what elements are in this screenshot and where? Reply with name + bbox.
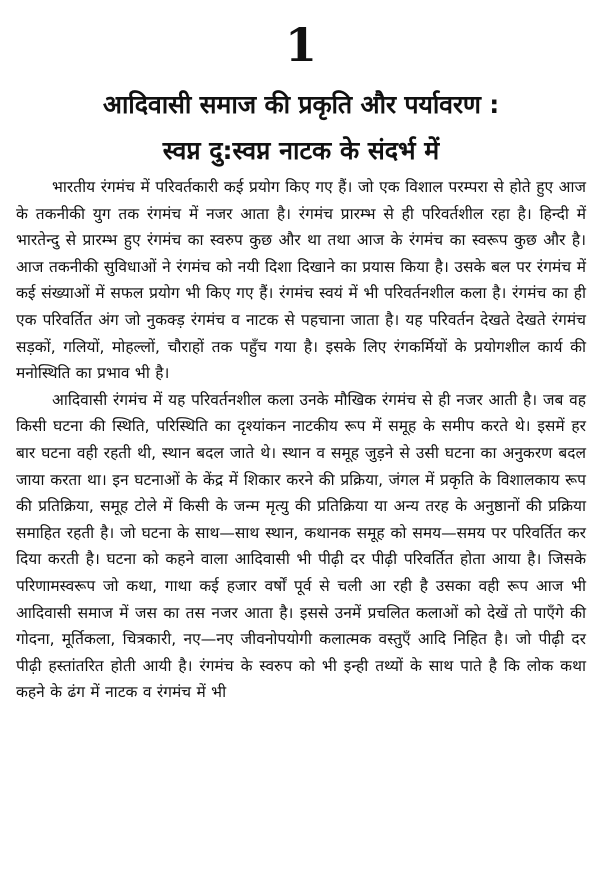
chapter-title: आदिवासी समाज की प्रकृति और पर्यावरण : [102, 90, 500, 119]
body-paragraph-1: भारतीय रंगमंच में परिवर्तकारी कई प्रयोग किए गए हैं। जो एक विशाल परम्परा से होते हुए आज के तकनीकी युग तक रंगमंच में नजर आता है। रंगमंच प्रारम्भ से ही परिवर्तशील रहा है। हिन्दी में भारतेन्दु से प्रारम्भ हुए रंगमंच का स्वरुप कुछ और था तथा आज के रंगमंच का स्वरूप कुछ और है। आज तकनीकी सुविधाओं ने रंगमंच को नयी दिशा दिखाने का प्रयास किया है। उसके बल पर रंगमंच में कई संख्याओं में सफल प्रयोग भी किए गए हैं। रंगमंच स्वयं में भी परिवर्तनशील कला है। रंगमंच का ही एक परिवर्तित अंग जो नुकक्ड़ रंगमंच व नाटक से पहचाना जाता है। यह परिवर्तन देखते देखते रंगमंच सड़कों, गलियों, मोहल्लों, चौराहों तक पहुँच गया है। इसके लिए रंगकर्मियों के प्रयोगशील कार्य की मनोस्थिति का प्रभाव भी है। [16, 178, 586, 383]
chapter-subtitle: स्वप्न दु:स्वप्न नाटक के संदर्भ में [162, 136, 440, 165]
body-paragraph-2: आदिवासी रंगमंच में यह परिवर्तनशील कला उनके मौखिक रंगमंच से ही नजर आती है। जब वह किसी घटना की स्थिति, परिस्थिति का दृश्यांकन नाटकीय रूप में समूह के समीप करते थे। इसमें हर बार घटना वही रहती थी, स्थान बदल जाते थे। स्थान व समूह जुड़ने से उसी घटना का अनुकरण बदल जाया करता था। इन घटनाओं के केंद्र में शिकार करने की प्रक्रिया, जंगल में प्रकृति के विशालकाय रूप की प्रतिक्रिया, समूह टोले में किसी के जन्म मृत्यु की प्रतिक्रिया या अन्य तरह के अनुष्ठानों की प्रक्रिया समाहित रहती है। जो घटना के साथ—साथ स्थान, कथानक समूह को समय—समय पर परिवर्तित कर दिया करती है। घटना को कहने वाला आदिवासी भी पीढ़ी दर पीढ़ी परिवर्तित होता आया है। जिसके परिणामस्वरूप जो कथा, गाथा कई हजार वर्षों पूर्व से चली आ रही है उसका वही रूप आज भी आदिवासी समाज में जस का तस नजर आता है। इससे उनमें प्रचलित कलाओं को देखें तो पाएँगे की गोदना, मूर्तिकला, चित्रकारी, नए—नए जीवनोपयोगी कलात्मक वस्तुएँ आदि निहित है। जो पीढ़ी दर पीढ़ी हस्तांतरित होती आयी है। रंगमंच के स्वरुप को भी इन्ही तथ्यों के साथ पाते है कि लोक कथा कहने के ढंग में नाटक व रंगमंच में भी [16, 390, 586, 702]
chapter-number: 1 [284, 18, 317, 72]
